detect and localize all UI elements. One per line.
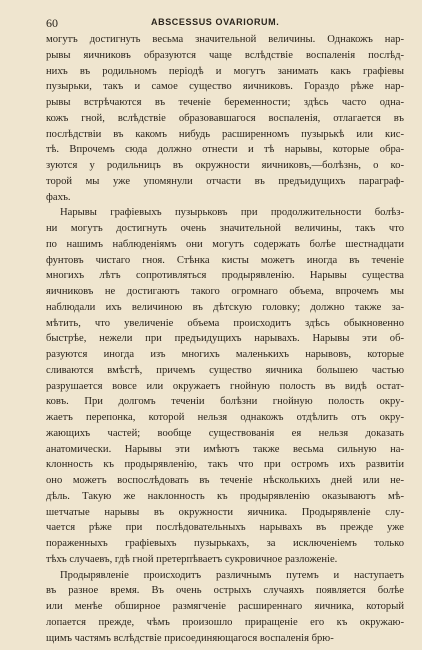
text-line: пораженныхъ графіевыхъ пузырькахъ, за исключеніемъ только (46, 538, 404, 549)
text-line: въ разное время. Въ очень острыхъ случаяхъ появляется болѣе (46, 585, 404, 597)
text-line: жающихъ частей; вообще существованія ея нельзя доказать (46, 427, 404, 439)
text-line: или менѣе обширное размягченіе расширеннаго яичника, который (46, 601, 404, 612)
text-line: щимъ частямъ вслѣдствіе присоединяющагося воспаленія брю- (46, 632, 334, 644)
text-line: оно можетъ воспослѣдовать въ теченіе нѣсколькихъ дней или не- (46, 475, 404, 486)
text-line: тѣхъ случаевъ, гдѣ гной претерпѣваетъ сукровичное разложеніе. (46, 553, 338, 565)
text-line: зуются у родильницъ въ окружности яичниковъ,—болѣзнь, о ко- (46, 160, 404, 171)
text-line: чается рѣже при послѣдовательныхъ нарывахъ въ прежде уже (46, 522, 404, 534)
text-line: мѣтить, что увеличеніе объема происходитъ здѣсь обыкновенно (46, 317, 404, 329)
text-line: фунтовъ чистаго гноя. Стѣнка кисты можетъ иногда въ теченіе (46, 254, 404, 266)
text-line: кожъ гной, вслѣдствіе образовавшагося воспаленія, отлагается въ (46, 112, 404, 124)
paragraph (46, 32, 404, 205)
text-line: жаетъ перепонка, которой нельзя однакожъ отдѣлить отъ окру- (46, 412, 404, 423)
text-line: анатомически. Нарывы эти имѣютъ также весьма сильную на- (46, 443, 404, 455)
text-line: Нарывы графіевыхъ пузырьковъ при продолжительности болѣз- (60, 207, 404, 219)
text-line: могутъ достигнуть весьма значительной величины. Однакожъ нар- (46, 34, 404, 45)
text-line: торой мы уже упомянули отчасти въ предъидущихъ параграф- (46, 175, 404, 187)
text-line: дѣль. Такую же наклонность къ продырявленію оказываютъ мѣ- (46, 490, 404, 502)
text-line: по нашимъ наблюденіямъ они могутъ содержать болѣе шестнадцати (46, 238, 404, 250)
text-line: ни могутъ достигнуть очень значительной величины, такъ что (46, 223, 404, 234)
text-line: многихъ лѣтъ сопротивляться продырявленію. Нарывы существа (46, 270, 404, 282)
text-line: Продырявленіе происходитъ различнымъ путемъ и наступаетъ (60, 569, 404, 581)
text-line: клонность къ продырявленію, такъ что при остромъ ихъ развитіи (46, 459, 404, 471)
text-line: лопается прежде, чѣмъ произошло приращеніе его къ окружаю- (46, 616, 404, 628)
text-line: наблюдали ихъ величиною въ дѣтскую головку; должно также за- (46, 301, 404, 313)
text-line: пузырьки, такъ и самое существо яичниковъ. Гораздо рѣже нар- (46, 81, 404, 93)
page-header (46, 14, 404, 32)
text-line: рывы яичниковъ образуются чаще вслѣдствіе воспаленія послѣд- (46, 49, 404, 61)
paragraph (46, 205, 404, 567)
text-line: рывы встрѣчаются въ теченіе беременности; здѣсь часто одна- (46, 97, 404, 108)
text-line: фахъ. (46, 191, 71, 203)
page-number: 60 (46, 16, 58, 30)
text-line: шетчатые нарывы въ окружности яичника. Продырявленіе слу- (46, 506, 404, 518)
text-line: разуются иногда изъ многихъ маленькихъ нарывовъ, которые (46, 349, 404, 360)
running-head: ABSCESSUS OVARIORUM. (151, 17, 280, 27)
text-line: тѣ. Впрочемъ сюда должно отнести и тѣ нарывы, которые обра- (46, 144, 404, 156)
text-line: сливаются вмѣстѣ, причемъ существо яичника большею частью (46, 364, 404, 376)
paragraph (46, 568, 404, 647)
text-line: ковъ. При долгомъ теченіи болѣзни гнойную полость окру- (46, 396, 404, 408)
text-line: быстрѣе, нежели при предъидущихъ нарывахъ. Нарывы эти об- (46, 333, 404, 345)
text-line: яичниковъ не достигаютъ такого огромнаго объема, впрочемъ мы (46, 286, 404, 297)
body-text (46, 32, 404, 646)
text-line: послѣдствіи въ какомъ нибудь расширенномъ пузырькѣ или кис- (46, 128, 404, 140)
text-line: нихъ въ родильномъ періодѣ и могутъ занимать какъ графіевы (46, 65, 404, 77)
text-line: разрушается вовсе или окружаетъ гнойную полость въ видѣ остат- (46, 380, 404, 392)
